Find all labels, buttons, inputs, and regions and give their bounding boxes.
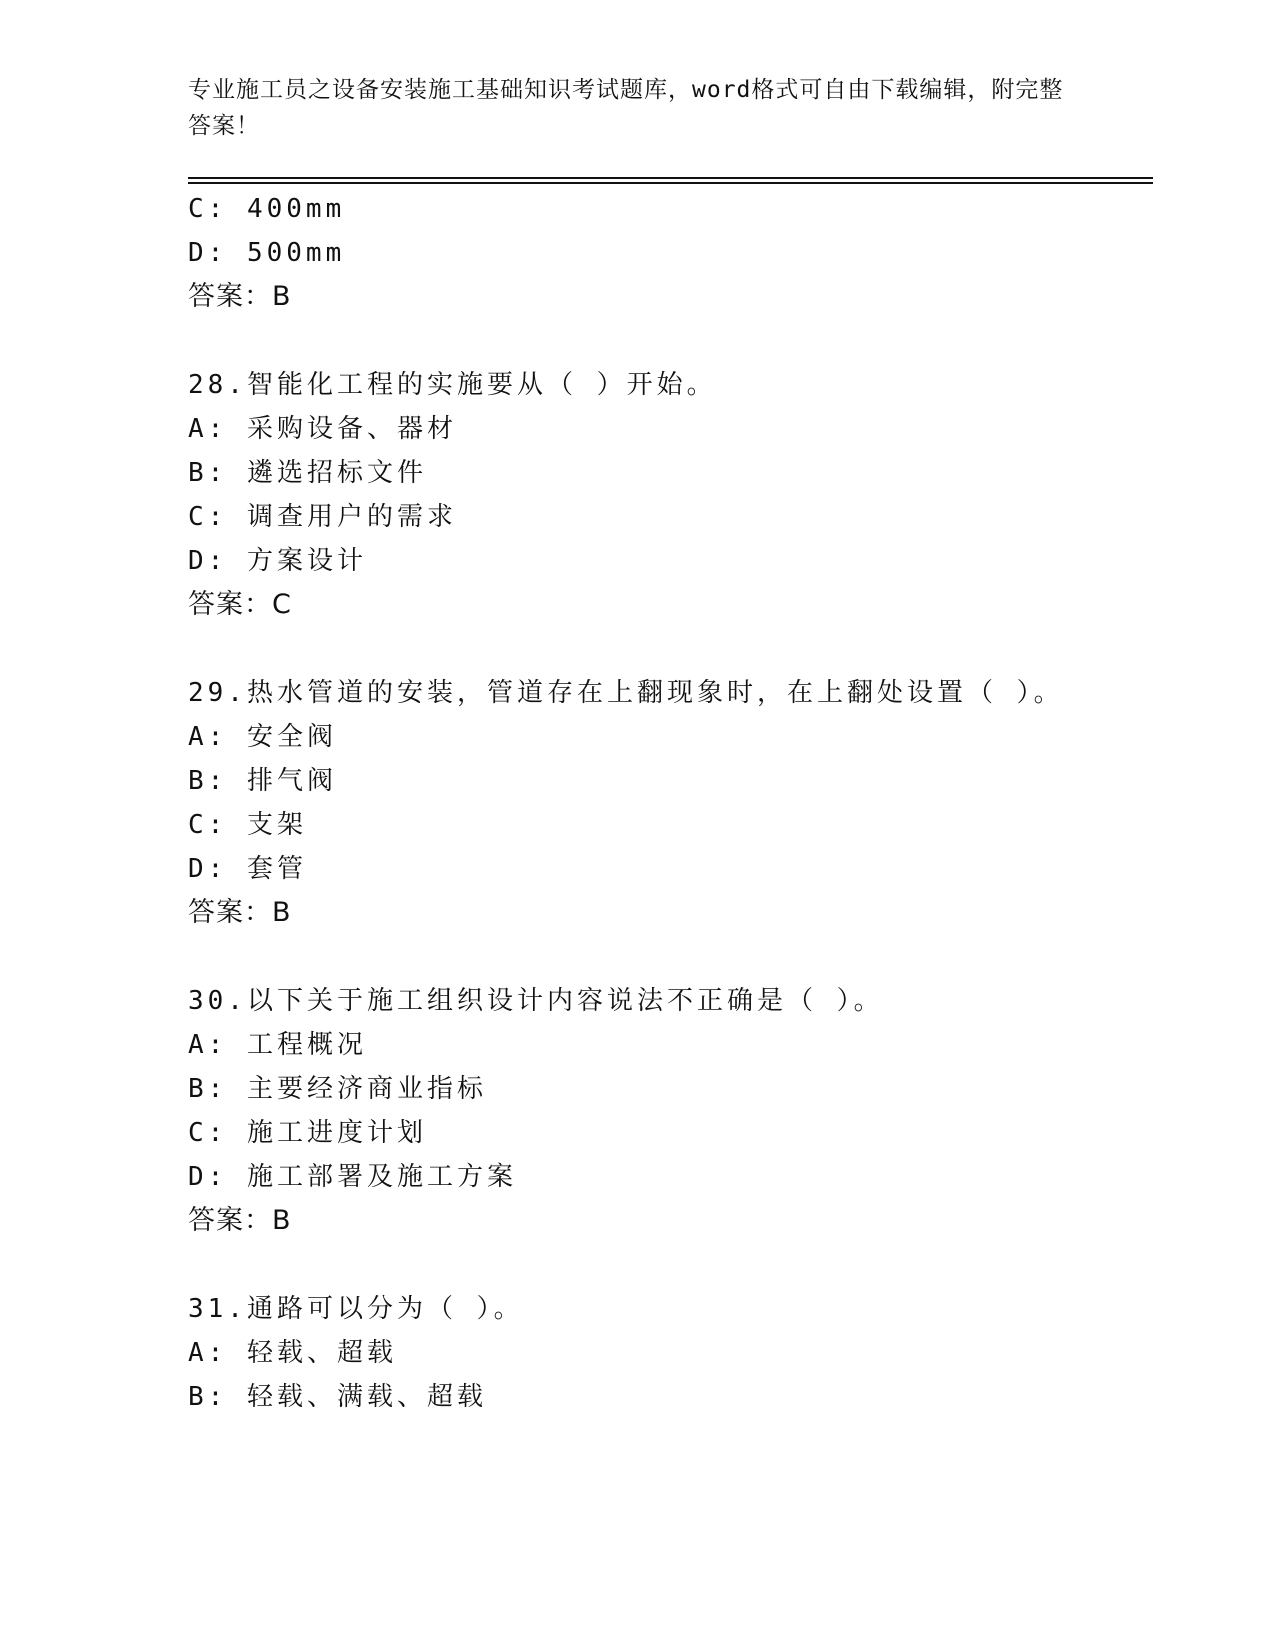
option-line: A: 轻载、超载 — [188, 1338, 397, 1368]
option-line: D: 施工部署及施工方案 — [188, 1162, 517, 1192]
option-line: B: 遴选招标文件 — [188, 458, 427, 488]
option-line: C: 施工进度计划 — [188, 1118, 427, 1148]
option-line: A: 工程概况 — [188, 1030, 367, 1060]
question-line: 28.智能化工程的实施要从（ ）开始。 — [188, 370, 717, 400]
option-line: C: 支架 — [188, 810, 307, 840]
option-line: B: 主要经济商业指标 — [188, 1074, 487, 1104]
option-line: A: 采购设备、器材 — [188, 414, 457, 444]
question-line: 29.热水管道的安装，管道存在上翻现象时，在上翻处设置（ ）。 — [188, 678, 1064, 708]
answer-line: 答案：B — [188, 281, 292, 312]
option-line: B: 排气阀 — [188, 766, 337, 796]
option-line: A: 安全阀 — [188, 722, 337, 752]
option-line: B: 轻载、满载、超载 — [188, 1382, 487, 1412]
header-divider-top — [188, 177, 1153, 179]
header-divider-bottom — [188, 182, 1153, 184]
option-line: C: 400mm — [188, 194, 346, 224]
option-line: D: 方案设计 — [188, 546, 367, 576]
header-title: 专业施工员之设备安装施工基础知识考试题库，word格式可自由下载编辑，附完整答案！ — [188, 77, 1064, 139]
answer-line: 答案：B — [188, 897, 292, 928]
answer-line: 答案：B — [188, 1205, 292, 1236]
question-line: 31.通路可以分为（ ）。 — [188, 1294, 524, 1324]
option-line: C: 调查用户的需求 — [188, 502, 457, 532]
answer-line: 答案：C — [188, 589, 292, 620]
document-header — [188, 72, 1068, 144]
option-line: D: 500mm — [188, 238, 346, 268]
option-line: D: 套管 — [188, 854, 307, 884]
question-line: 30.以下关于施工组织设计内容说法不正确是（ ）。 — [188, 986, 884, 1016]
